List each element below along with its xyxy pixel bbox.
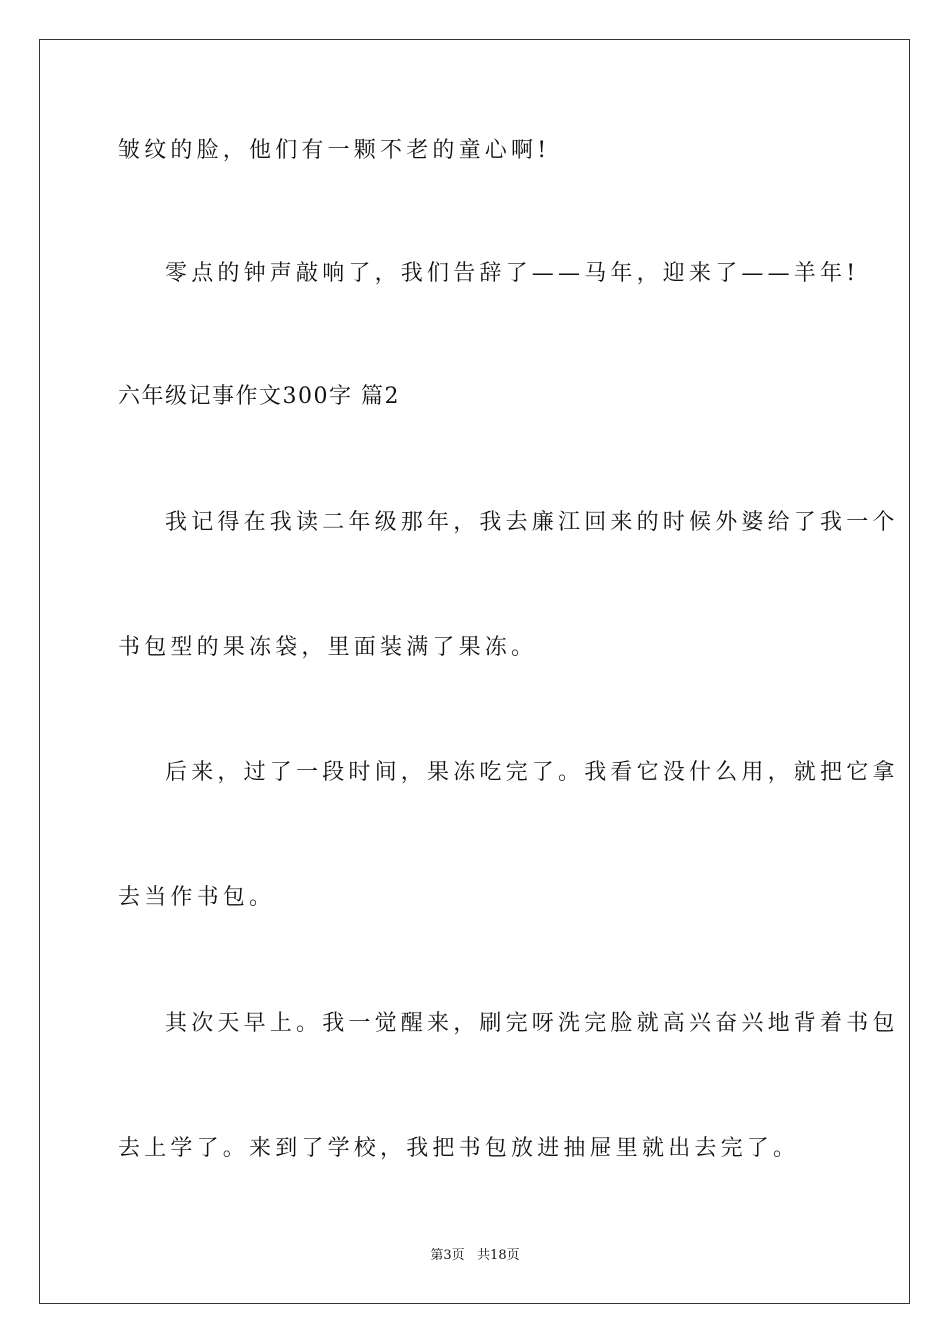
text-line: 去上学了。来到了学校，我把书包放进抽屉里就出去完了。 xyxy=(118,1136,800,1161)
text-line: 零点的钟声敲响了，我们告辞了——马年，迎来了——羊年! xyxy=(165,261,860,286)
section-heading: 六年级记事作文300字 篇2 xyxy=(118,384,400,409)
text-line: 后来，过了一段时间，果冻吃完了。我看它没什么用，就把它拿 xyxy=(165,760,899,785)
text-line: 皱纹的脸，他们有一颗不老的童心啊! xyxy=(118,138,551,163)
text-line: 去当作书包。 xyxy=(118,885,276,910)
text-line: 我记得在我读二年级那年，我去廉江回来的时候外婆给了我一个 xyxy=(165,510,899,535)
text-line: 其次天早上。我一觉醒来，刷完呀洗完脸就高兴奋兴地背着书包 xyxy=(165,1011,899,1036)
page-number-footer: 第3页 共18页 xyxy=(430,1248,520,1263)
text-line: 书包型的果冻袋，里面装满了果冻。 xyxy=(118,635,538,660)
page-border xyxy=(39,39,910,1304)
